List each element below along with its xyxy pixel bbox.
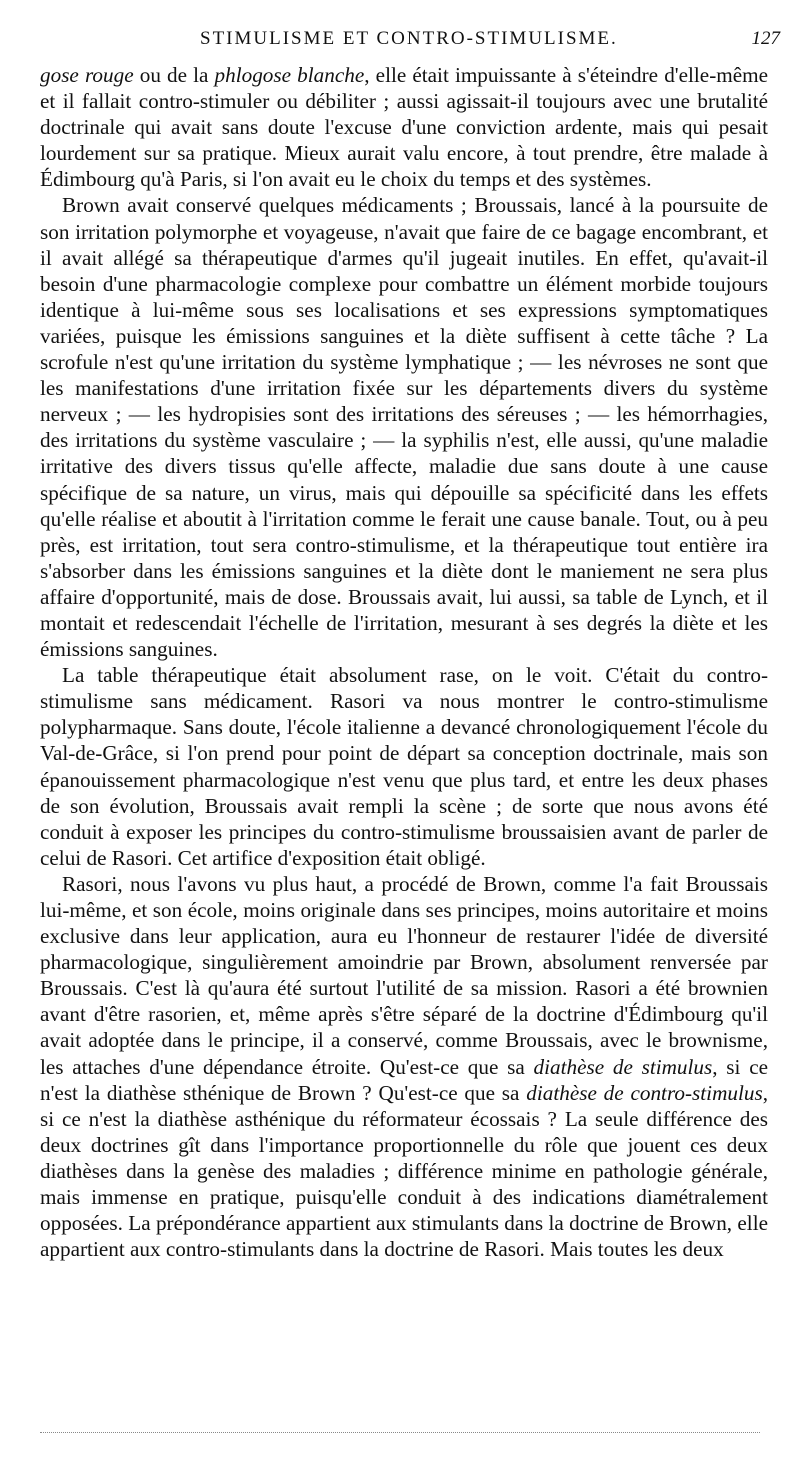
page-number: 127: [751, 28, 780, 49]
paragraph-1: [40, 62, 768, 192]
body-text: [40, 62, 768, 1262]
paragraph-2: Brown avait conservé quelques médicaments ; Broussais, lancé à la poursuite de son irritation polymorphe et voyageuse, n'avait que faire de ce bagage encombrant, et il avait allégé sa thérapeutique d'armes qu'il jugeait inutiles. En effet, qu'avait-il besoin d'une pharmacologie complexe pour combattre un élément morbide toujours identique à lui-même sous ses localisations et ses expressions symptomatiques variées, puisque les émissions sanguines et la diète suffisent à cette tâche ? La scrofule n'est qu'une irritation du système lymphatique ; — les névroses ne sont que les manifestations d'une irritation fixée sur les départements divers du système nerveux ; — les hydropisies sont des irritations des séreuses ; — les hémorrhagies, des irritations du système vasculaire ; — la syphilis n'est, elle aussi, qu'une maladie irritative des divers tissus qu'elle affecte, maladie due sans doute à une cause spécifique de sa nature, un virus, mais qui dépouille sa spécificité dans les effets qu'elle réalise et aboutit à l'irritation comme le ferait une cause banale. Tout, ou à peu près, est irritation, tout sera contro-stimulisme, et la thérapeutique tout entière ira s'absorber dans les émissions sanguines et la diète dont le maniement ne sera plus affaire d'opportunité, mais de dose. Broussais avait, lui aussi, sa table de Lynch, et il montait et redescendait l'échelle de l'irritation, mesurant à ses degrés la diète et les émissions sanguines.: [40, 193, 768, 662]
paragraph-1-text-a: ou de la: [133, 63, 215, 87]
term-diathese-de-contro-stimulus: diathèse de contro-stimulus: [526, 1080, 763, 1105]
term-diathese-de-stimulus: diathèse de stimulus: [533, 1054, 713, 1079]
running-title: STIMULISME ET CONTRO-STIMULISME.: [200, 28, 618, 49]
paragraph-4: [40, 871, 768, 1262]
term-phlogose-blanche: phlogose blanche: [214, 63, 365, 87]
paragraph-1-text-b: , elle était impuissante à s'éteindre d'elle-même et il fallait contro-stimuler ou débiliter ; aussi agissait-il toujours avec une brutalité doctrinale qui avait sans doute l'excuse d'une conviction ardente, mais qui pesait lourdement sur sa pratique. Mieux aurait valu encore, à tout prendre, être malade à Édimbourg qu'à Paris, si l'on avait eu le choix du temps et des systèmes.: [40, 63, 769, 192]
term-gose-rouge: gose rouge: [40, 63, 134, 87]
paragraph-4-text-b: , si ce n'est la diathèse sthénique de Brown ? Qu'est-ce que sa: [40, 1054, 768, 1105]
paragraph-4-text-c: , si ce n'est la diathèse asthénique du réformateur écossais ? La seule différence des deux doctrines gît dans l'importance proportionnelle du rôle que jouent ces deux diathèses dans la genèse des maladies ; différence minime en pathologie générale, mais immense en pratique, puisqu'elle conduit à des indications diamétralement opposées. La prépondérance appartient aux stimulants dans la doctrine de Brown, elle appartient aux contro-stimulants dans la doctrine de Rasori. Mais toutes les deux: [40, 1080, 768, 1262]
footer-dotted-rule: [40, 1432, 760, 1433]
paragraph-3: La table thérapeutique était absolument rase, on le voit. C'était du contro-stimulisme sans médicament. Rasori va nous montrer le contro-stimulisme polypharmaque. Sans doute, l'école italienne a devancé chronologiquement l'école du Val-de-Grâce, si l'on prend pour point de départ sa conception doctrinale, mais son épanouissement pharmacologique n'est venu que plus tard, et entre les deux phases de son évolution, Broussais avait rempli la scène ; de sorte que nous avons été conduit à exposer les principes du contro-stimulisme broussaisien avant de parler de celui de Rasori. Cet artifice d'exposition était obligé.: [40, 663, 768, 870]
paragraph-4-text-a: Rasori, nous l'avons vu plus haut, a procédé de Brown, comme l'a fait Broussais lui-même, et son école, moins originale dans ses principes, moins autoritaire et moins exclusive dans leur application, aura eu l'honneur de restaurer l'idée de diversité pharmacologique, singulièrement amoindrie par Brown, absolument renversée par Broussais. C'est là qu'aura été surtout l'utilité de sa mission. Rasori a été brownien avant d'être rasorien, et, même après s'être séparé de la doctrine d'Édimbourg qu'il avait adoptée dans le principe, il a conservé, comme Broussais, avec le brownisme, les attaches d'une dépendance étroite. Qu'est-ce que sa: [40, 871, 768, 1079]
page-header: [40, 28, 780, 58]
